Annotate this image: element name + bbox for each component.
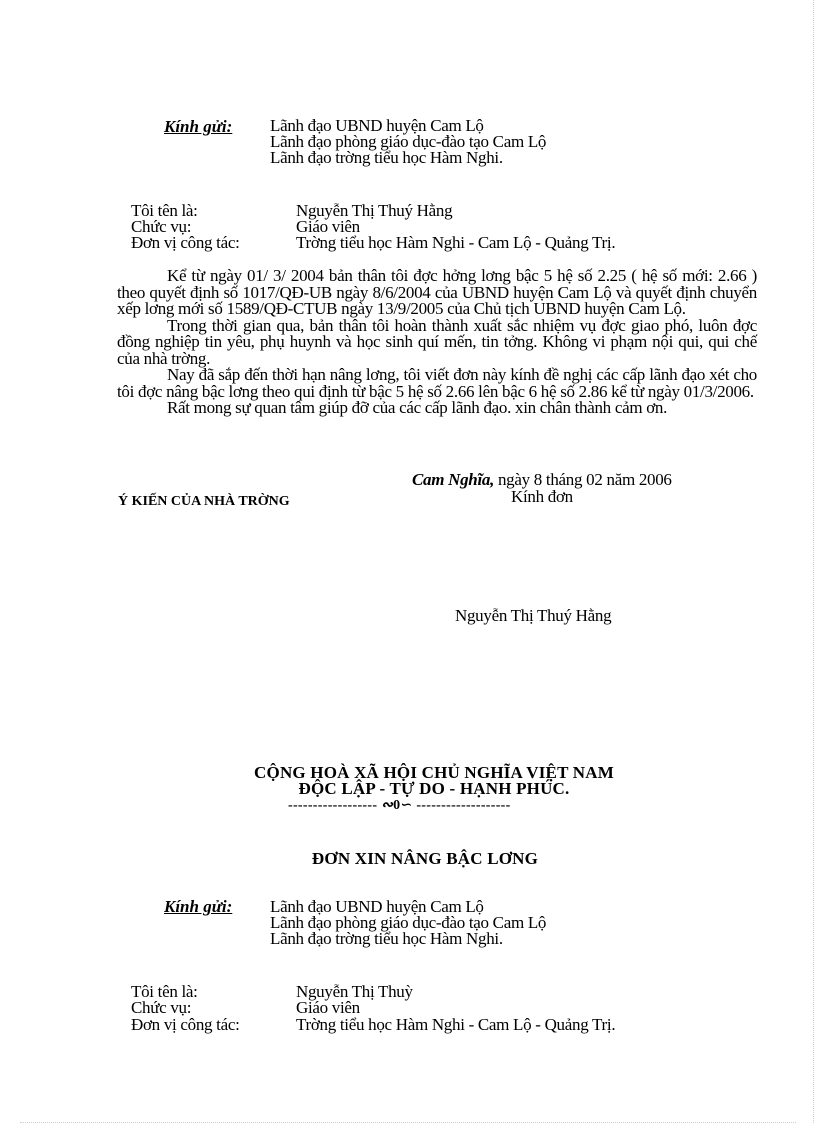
recipient-1: Lãnh đạo UBND huyện Cam Lộ <box>270 116 484 135</box>
unit-label: Đơn vị công tác: <box>131 233 240 252</box>
flourish-left-icon: ∾ <box>381 798 394 813</box>
letter-body <box>117 268 757 417</box>
kinh-gui-label-2: Kính gửi: <box>164 897 233 916</box>
signature-name: Nguyễn Thị Thuý Hằng <box>455 606 612 625</box>
divider-left: ------------------ <box>288 798 378 813</box>
unit-value: Trờng tiểu học Hàm Nghi - Cam Lộ - Quảng Trị. <box>296 233 616 252</box>
paragraph-3: Nay đã sắp đến thời hạn nâng lơng, tôi viết đơn này kính đề nghị các cấp lãnh đạo xét cho tôi đợc nâng bậc lơng theo qui định từ bậc 5 hệ số 2.66 lên bậc 6 hệ số 2.86 kể từ ngày 01/3/2006. <box>117 365 757 401</box>
unit-value-2: Trờng tiểu học Hàm Nghi - Cam Lộ - Quảng Trị. <box>296 1015 616 1034</box>
flourish-right-icon: ∽ <box>400 798 413 813</box>
page-right-border <box>813 0 814 1123</box>
name-value-2: Nguyễn Thị Thuỳ <box>296 982 413 1001</box>
national-title: CỘNG HOÀ XÃ HỘI CHỦ NGHĨA VIỆT NAM <box>254 763 614 782</box>
paragraph-1: Kể từ ngày 01/ 3/ 2004 bản thân tôi đợc hởng lơng bậc 5 hệ số 2.25 ( hệ số mới: 2.66 ) theo quyết định số 1017/QĐ-UB ngày 8/6/2004 của UBND huyện Cam Lộ và quyết định chuyển xếp lơng mới số 1589/QĐ-CTUB ngày 13/9/2005 của Chủ tịch UBND huyện Cam Lộ. <box>117 266 757 318</box>
name-label: Tôi tên là: <box>131 201 198 220</box>
recipient-2-2: Lãnh đạo phòng giáo dục-đào tạo Cam Lộ <box>270 913 547 932</box>
school-opinion-heading: Ý KIẾN CỦA NHÀ TRỜNG <box>118 494 290 509</box>
recipient-3: Lãnh đạo trờng tiểu học Hàm Nghi. <box>270 148 503 167</box>
position-label: Chức vụ: <box>131 217 192 236</box>
recipient-2-3: Lãnh đạo trờng tiểu học Hàm Nghi. <box>270 929 503 948</box>
place-date <box>412 471 672 488</box>
unit-label-2: Đơn vị công tác: <box>131 1015 240 1034</box>
position-label-2: Chức vụ: <box>131 998 192 1017</box>
kinh-don: Kính đơn <box>511 487 573 506</box>
paragraph-4: Rất mong sự quan tâm giúp đỡ của các cấp lãnh đạo. xin chân thành cảm ơn. <box>167 398 668 417</box>
divider-ornament <box>288 797 511 814</box>
kinh-gui-label: Kính gửi: <box>164 117 233 136</box>
place: Cam Nghĩa, <box>412 470 495 489</box>
paragraph-2: Trong thời gian qua, bản thân tôi hoàn thành xuất sắc nhiệm vụ đợc giao phó, luôn đợc đồng nghiệp tin yêu, phụ huynh và học sinh quí mến, tin tởng. Không vi phạm nội qui, qui chế của nhà trờng. <box>117 315 757 368</box>
position-value: Giáo viên <box>296 217 360 236</box>
date: ngày 8 tháng 02 năm 2006 <box>494 470 672 489</box>
divider-mid: 0 <box>393 798 401 813</box>
name-value: Nguyễn Thị Thuý Hằng <box>296 201 453 220</box>
document-title: ĐƠN XIN NÂNG BẬC LƠNG <box>311 849 539 868</box>
position-value-2: Giáo viên <box>296 998 360 1017</box>
name-label-2: Tôi tên là: <box>131 982 198 1001</box>
motto: ĐỘC LẬP - TỰ DO - HẠNH PHÚC. <box>298 779 570 798</box>
divider-right: ------------------- <box>416 798 511 813</box>
recipient-2-1: Lãnh đạo UBND huyện Cam Lộ <box>270 897 484 916</box>
recipient-2: Lãnh đạo phòng giáo dục-đào tạo Cam Lộ <box>270 132 547 151</box>
